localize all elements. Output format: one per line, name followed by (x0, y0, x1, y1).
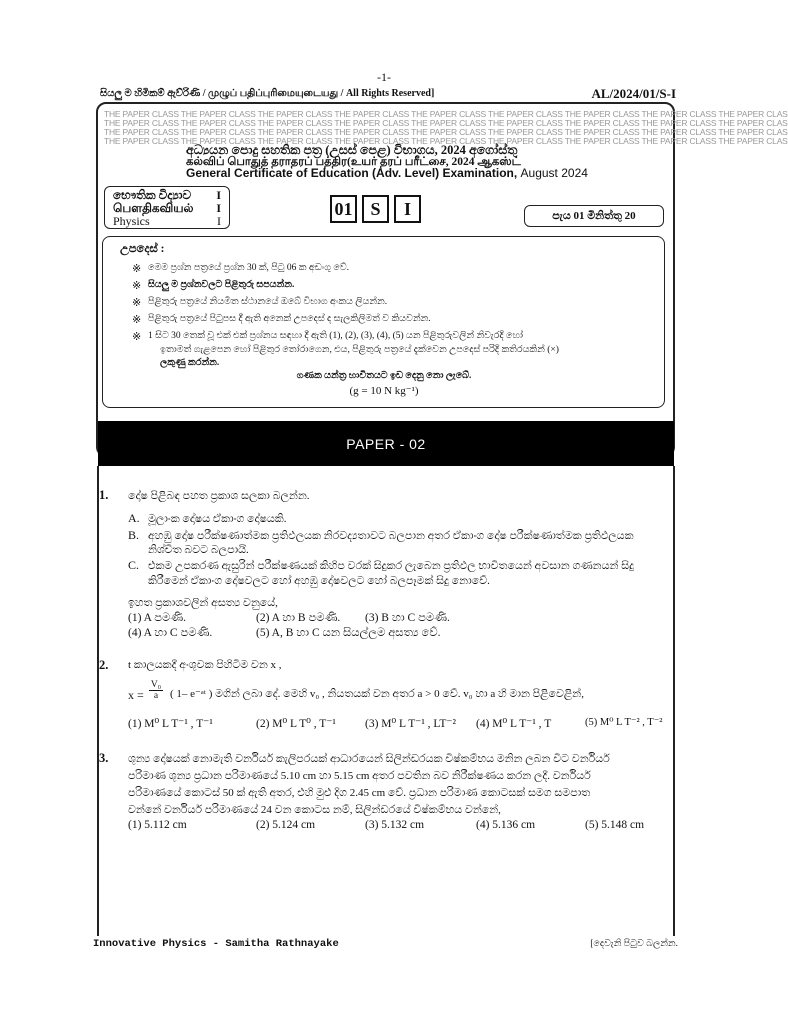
page-number: -1- (377, 70, 391, 84)
instruction-continuation: ලකුණු කරන්න. (160, 358, 220, 368)
question-number: 2. (99, 658, 109, 672)
watermark-line: THE PAPER CLASS THE PAPER CLASS THE PAPER CLASS THE PAPER CLASS THE PAPER CLASS THE PAPER CLASS THE PAPER CLASS THE PAPER CLASS THE PAPER CLAS (104, 127, 788, 137)
code-box: S (362, 195, 389, 223)
watermark-line: THE PAPER CLASS THE PAPER CLASS THE PAPER CLASS THE PAPER CLASS THE PAPER CLASS THE PAPER CLASS THE PAPER CLASS THE PAPER CLASS THE PAPER CLAS (104, 118, 788, 128)
bullet-icon: ※ (132, 314, 142, 326)
left-rule (97, 466, 99, 936)
paper-code-boxes (330, 195, 421, 223)
question-text: පරිමාණ ශුන්‍ය ප්‍රධාන පරිමාණයේ 5.10 cm හා 5.15 cm අතර පවතින බව නිරීක්ෂණය කරන ලදී. වර්නියර් (128, 770, 591, 782)
subject-box (104, 186, 230, 229)
statement-text: මූලාංක දෝෂය ඒකාංග දෝෂයකි. (148, 513, 287, 525)
paper-banner: PAPER - 02 (98, 421, 674, 466)
watermark (104, 109, 788, 146)
statement-letter: A. (128, 511, 140, 525)
subject-tamil: பௌதிகவியல் (113, 201, 194, 215)
answer-option: (5) M⁰ L T⁻² , T⁻² (585, 717, 663, 728)
question-prompt: ඉහත ප්‍රකාශවලින් අසත්‍ය වනුයේ, (128, 597, 278, 609)
instruction-item (132, 330, 524, 343)
answer-option: (4) A හා C පමණි. (128, 627, 213, 639)
question-text: පරිමාණයේ කොටස් 50 ක් ඇති අතර, එහි මුළු දිග 2.45 cm වේ. ප්‍රධාන පරිමාණ කොටසක් සමග සමපාත (128, 787, 591, 799)
answer-option: (3) 5.132 cm (365, 819, 425, 831)
code-box: 01 (330, 195, 357, 223)
instruction-text: සියලු ම ප්‍රශ්නවලට පිළිතුරු සපයන්න. (148, 280, 295, 290)
footer-next-page: [දෙවැනි පිටුව බලන්න. (590, 939, 678, 949)
instruction-text: 1 සිට 30 තෙක් වූ එක් එක් ප්‍රශ්නය සඳහා දී ඇති (1), (2), (3), (4), (5) යන පිළිතුරුවලින් නිවැරදි හෝ (148, 331, 524, 341)
subject-part: I (216, 188, 221, 202)
watermark-line: THE PAPER CLASS THE PAPER CLASS THE PAPER CLASS THE PAPER CLASS THE PAPER CLASS THE PAPER CLASS THE PAPER CLASS THE PAPER CLASS THE PAPER CLAS (104, 136, 788, 146)
exam-title-english (186, 166, 588, 180)
instruction-item (132, 262, 350, 275)
calculator-note: ගණක යන්ත්‍ර භාවිතයට ඉඩ දෙනු නො ලැබේ. (296, 371, 472, 381)
bullet-icon: ※ (132, 331, 142, 343)
exam-title-english-text: General Certificate of Education (Adv. Level) Examination, (186, 166, 518, 180)
answer-option: (2) 5.124 cm (256, 819, 316, 831)
subject-part: I (217, 214, 221, 228)
question-text: වන්නේ වර්නියර් පරිමාණයේ 24 වන කොටස නම්, සිලින්ඩරයේ විෂ්කම්භය වන්නේ, (128, 804, 501, 816)
statement-letter: C. (128, 558, 140, 572)
statement-text: එකම උපකරණ ඇසුරින් පරීක්ෂණයක් කිහිප වරක් සිදුකර ලැබෙන ප්‍රතිඵල භාවිතයෙන් අවසාන ගණනයන් සිදු (148, 560, 634, 572)
question-text: ශුන්‍ය දෝෂයක් නොමැති වර්නියර් කැලිපරයක් ආධාරයෙන් සිලින්ඩරයක විෂ්කම්භය මනින ලබන විට වර්නියර් (128, 753, 610, 765)
exam-date: August 2024 (520, 166, 588, 180)
question-stem: දෝෂ පිළිබඳ පහත ප්‍රකාශ සලකා බලන්න. (128, 490, 310, 502)
question-number: 1. (99, 488, 109, 502)
exam-title-tamil: கல்விப் பொதுத் தராதரப் பத்திர(உயர் தரப் பரீட்சை, 2024 ஆகஸ்ட் (186, 156, 521, 168)
bullet-icon: ※ (132, 263, 142, 275)
answer-option: (5) 5.148 cm (585, 819, 645, 831)
answer-option: (1) A පමණි. (128, 612, 187, 624)
answer-option: (3) M⁰ L T⁻¹ , LT⁻² (365, 718, 456, 730)
statement-text: නිශ්චිත බවට බලපායි. (148, 544, 249, 556)
answer-option: (4) 5.136 cm (476, 819, 536, 831)
instruction-item (132, 313, 431, 326)
footer-author: Innovative Physics - Samitha Rathnayake (93, 938, 339, 950)
answer-option: (1) 5.112 cm (128, 819, 187, 831)
answer-option: (2) A හා B පමණි. (256, 612, 341, 624)
watermark-line: THE PAPER CLASS THE PAPER CLASS THE PAPER CLASS THE PAPER CLASS THE PAPER CLASS THE PAPER CLASS THE PAPER CLASS THE PAPER CLASS THE PAPER CLAS (104, 109, 788, 119)
answer-option: (3) B හා C පමණි. (365, 612, 450, 624)
statement-letter: B. (128, 528, 140, 542)
answer-option: (2) M⁰ L T⁰ , T⁻¹ (256, 718, 336, 730)
instruction-text: මෙම ප්‍රශ්න පත්‍රයේ ප්‍රශ්න 30 ක්, පිටු 06 ක අඩංගු වේ. (148, 263, 350, 273)
formula-lhs: x = (128, 688, 144, 702)
instructions-title: උපදෙස් : (120, 243, 165, 255)
rights-notice: සියලු ම හිමිකම් ඇව්රිණි / முழுப் பதிப்புரிமையுடையது / All Rights Reserved] (100, 88, 435, 99)
answer-option: (5) A, B හා C යන සියල්ලම අසත්‍ය වේ. (256, 627, 441, 639)
fraction-numerator: V₀ (150, 680, 162, 690)
subject-sinhala: භෞතික විද්‍යාව (113, 188, 192, 202)
bullet-icon: ※ (132, 297, 142, 309)
formula-fraction (149, 680, 163, 701)
instruction-item (132, 296, 388, 309)
gravity-value: (g = 10 N kg⁻¹) (349, 385, 419, 397)
question-stem: t කාලයකදී අංශුවක පිහිටීම වන x , (128, 659, 282, 671)
instruction-item (132, 279, 295, 292)
statement-text: කිරීමෙන් ඒකාංග දෝෂවලට හෝ අහඹු දෝෂවලට හෝ බලපෑමක් සිදු නොවේ. (148, 575, 490, 587)
answer-option: (4) M⁰ L T⁻¹ , T (476, 718, 552, 730)
time-box: පැය 01 මිනිත්තු 20 (524, 205, 664, 227)
question-number: 3. (99, 751, 109, 765)
instruction-continuation: ඉතාමත් ගැළපෙන හෝ පිළිතුර තෝරාගෙන, එය, පිළිතුරු පත්‍රයේ දැක්වෙන උපදෙස් පරිදි කතිරයකින් (×) (160, 345, 559, 355)
instruction-text: පිළිතුරු පත්‍රයේ පිටුපස දී ඇති අනෙක් උපදෙස් ද සැලකිලිමත් ව කියවන්න. (148, 314, 431, 324)
formula-rhs: ( 1– e⁻ᵃᵗ ) මගින් ලබා දේ. මෙහි v₀ , නියතයක් වන අතර a > 0 වේ. v₀ හා a හි මාන පිළිවෙළින්, (170, 688, 584, 700)
exam-title-sinhala: අධ්‍යයන පොදු සහතික පත්‍ර (උසස් පෙළ) විභාගය, 2024 අගෝස්තු (186, 143, 518, 157)
bullet-icon: ※ (132, 280, 142, 292)
code-box: I (394, 195, 421, 223)
subject-english: Physics (113, 214, 150, 228)
instruction-text: පිළිතුරු පත්‍රයේ නියමිත ස්ථානයේ ඔබේ විභාග අංකය ලියන්න. (148, 297, 388, 307)
answer-option: (1) M⁰ L T⁻¹ , T⁻¹ (128, 718, 213, 730)
subject-part: I (216, 201, 221, 215)
fraction-denominator: a (153, 691, 159, 701)
statement-text: අහඹු දෝෂ පරීක්ෂණාත්මක ප්‍රතිඵලයක නිරවද්‍යතාවට බලපාන අතර ඒකාංග දෝෂ පරීක්ෂණාත්මක ප්‍රතිඵලයක (148, 530, 634, 542)
right-rule (673, 466, 675, 936)
paper-code: AL/2024/01/S-I (591, 86, 676, 101)
